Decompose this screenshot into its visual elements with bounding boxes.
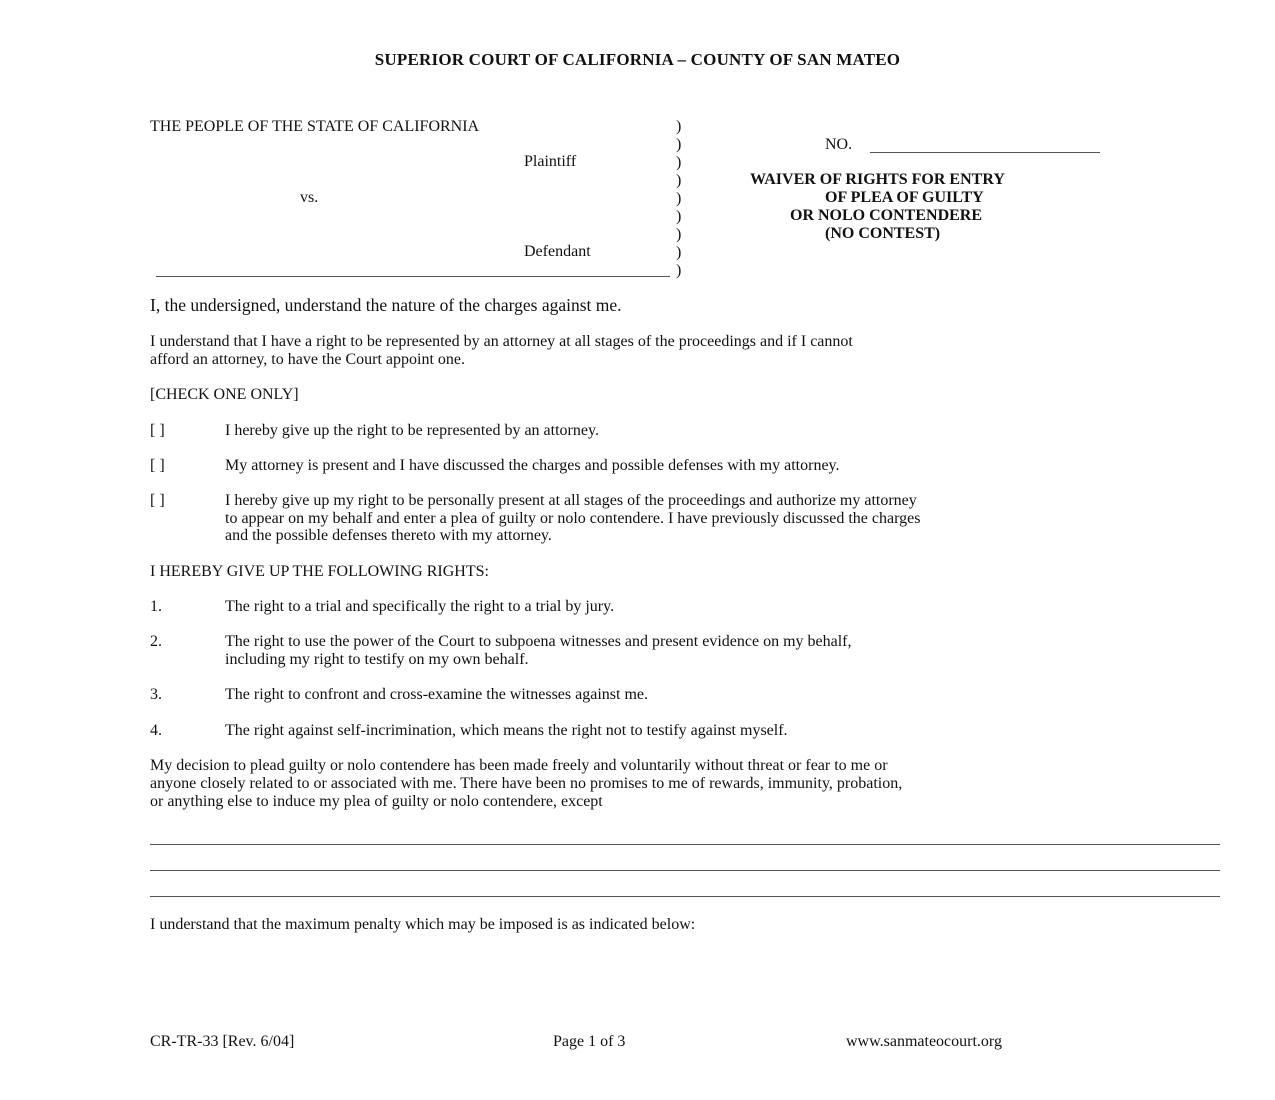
- attorney-right-line: afford an attorney, to have the Court appoint one.: [150, 351, 466, 368]
- caption-paren: ): [676, 190, 682, 207]
- form-number: CR-TR-33 [Rev. 6/04]: [150, 1033, 295, 1050]
- caption-paren: ): [676, 262, 682, 279]
- court-title: SUPERIOR COURT OF CALIFORNIA – COUNTY OF SAN MATEO: [374, 50, 901, 69]
- page-number: Page 1 of 3: [553, 1033, 626, 1050]
- right-number: 3.: [150, 686, 162, 703]
- right-number: 1.: [150, 598, 162, 615]
- exception-blank-line[interactable]: [150, 896, 1220, 897]
- penalty-statement: I understand that the maximum penalty which may be imposed is as indicated below:: [150, 916, 696, 933]
- right-text: The right to use the power of the Court to subpoena witnesses and present evidence on my behalf,: [225, 633, 852, 650]
- rights-heading: I HEREBY GIVE UP THE FOLLOWING RIGHTS:: [150, 563, 489, 580]
- right-text: The right to confront and cross-examine the witnesses against me.: [225, 686, 648, 703]
- waiver-title-line: OR NOLO CONTENDERE: [790, 207, 983, 224]
- caption-paren: ): [676, 154, 682, 171]
- court-website: www.sanmateocourt.org: [846, 1033, 1002, 1050]
- defendant-label: Defendant: [524, 243, 591, 260]
- exception-blank-line[interactable]: [150, 870, 1220, 871]
- decision-line: or anything else to induce my plea of guilty or nolo contendere, except: [150, 793, 603, 810]
- versus-label: vs.: [300, 189, 319, 206]
- caption-paren: ): [676, 136, 682, 153]
- option-text: and the possible defenses thereto with my attorney.: [225, 527, 552, 544]
- right-number: 2.: [150, 633, 162, 650]
- option-text: My attorney is present and I have discussed the charges and possible defenses with my attorney.: [225, 457, 840, 474]
- people-label: THE PEOPLE OF THE STATE OF CALIFORNIA: [150, 118, 480, 135]
- option-text: I hereby give up my right to be personally present at all stages of the proceedings and authorize my attorney: [225, 492, 917, 509]
- right-number: 4.: [150, 722, 162, 739]
- caption-paren: ): [676, 118, 682, 135]
- waiver-title-line: WAIVER OF RIGHTS FOR ENTRY: [750, 171, 1005, 188]
- check-one-instruction: [CHECK ONE ONLY]: [150, 386, 299, 403]
- caption-paren: ): [676, 226, 682, 243]
- case-number-line[interactable]: [870, 152, 1100, 153]
- option-text: to appear on my behalf and enter a plea of guilty or nolo contendere. I have previously discussed the charges: [225, 510, 921, 527]
- attorney-right-line: I understand that I have a right to be represented by an attorney at all stages of the proceedings and if I cannot: [150, 333, 853, 350]
- intro-statement: I, the undersigned, understand the nature of the charges against me.: [150, 295, 622, 315]
- right-text: The right to a trial and specifically the right to a trial by jury.: [225, 598, 615, 615]
- case-number-label: NO.: [825, 136, 853, 153]
- caption-paren: ): [676, 172, 682, 189]
- option-checkbox[interactable]: [ ]: [150, 492, 165, 509]
- right-text: The right against self-incrimination, which means the right not to testify against myself.: [225, 722, 788, 739]
- waiver-title-line: OF PLEA OF GUILTY: [825, 189, 984, 206]
- option-text: I hereby give up the right to be represented by an attorney.: [225, 422, 599, 439]
- waiver-title-line: (NO CONTEST): [825, 225, 941, 242]
- defendant-name-line[interactable]: [156, 276, 670, 277]
- caption-paren: ): [676, 244, 682, 261]
- exception-blank-line[interactable]: [150, 844, 1220, 845]
- decision-line: My decision to plead guilty or nolo contendere has been made freely and voluntarily without threat or fear to me or: [150, 757, 888, 774]
- option-checkbox[interactable]: [ ]: [150, 457, 165, 474]
- option-checkbox[interactable]: [ ]: [150, 422, 165, 439]
- caption-paren: ): [676, 208, 682, 225]
- decision-line: anyone closely related to or associated with me. There have been no promises to me of rewards, immunity, probation,: [150, 775, 903, 792]
- right-text: including my right to testify on my own behalf.: [225, 651, 529, 668]
- plaintiff-label: Plaintiff: [524, 153, 577, 170]
